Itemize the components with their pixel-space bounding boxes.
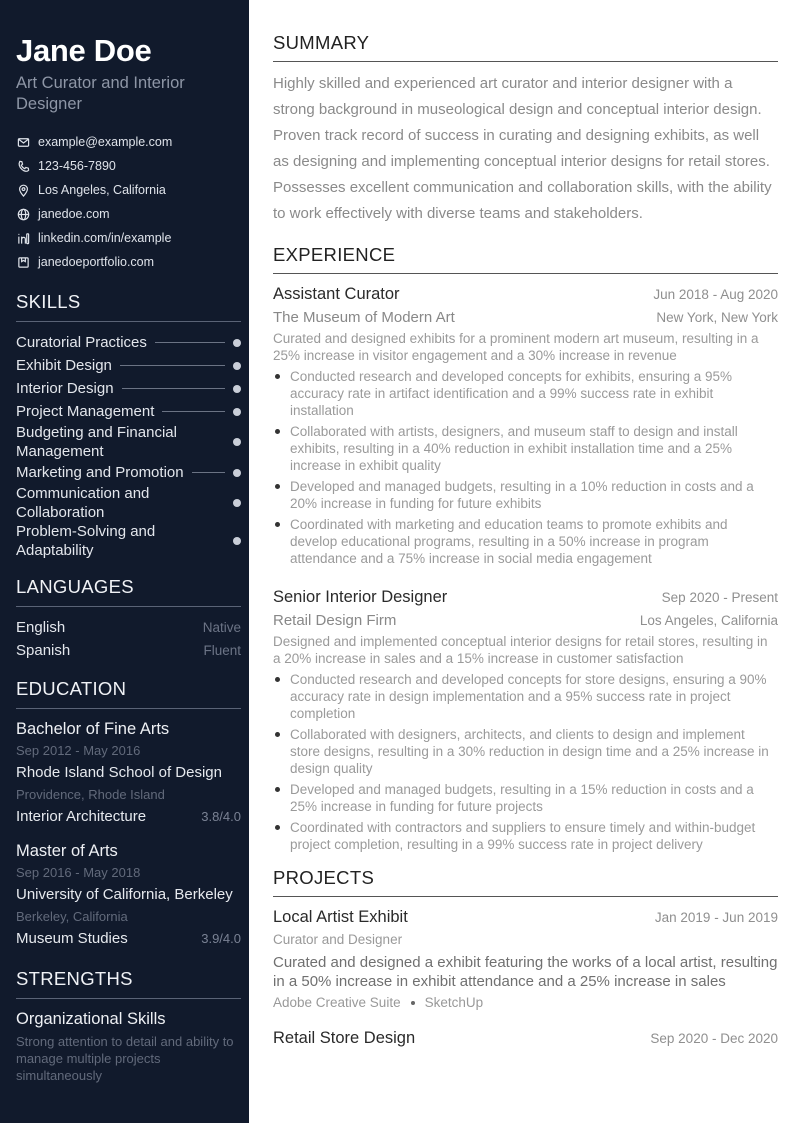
education-item	[16, 840, 241, 950]
education-field: Museum Studies	[16, 930, 128, 947]
skill-level-dot	[233, 537, 241, 545]
contact-linkedin[interactable]	[16, 226, 241, 250]
skill-level-dot	[233, 499, 241, 507]
education-school: University of California, Berkeley	[16, 886, 233, 903]
skill-divider	[155, 342, 225, 343]
job-company: The Museum of Modern Art	[273, 309, 455, 326]
job-bullet: Coordinated with contractors and suppliers to ensure timely and within-budget project completion, resulting in a 99% success rate in project delivery	[273, 819, 778, 853]
education-gpa: 3.9/4.0	[201, 931, 241, 946]
sidebar	[0, 0, 249, 1123]
education-list	[16, 718, 241, 950]
skill-item	[16, 331, 241, 354]
skill-divider	[162, 411, 225, 412]
skill-item	[16, 354, 241, 377]
education-field-row	[16, 806, 241, 828]
experience-item	[273, 585, 778, 853]
contact-location	[16, 178, 241, 202]
projects-heading: PROJECTS	[273, 867, 778, 897]
education-field-row	[16, 928, 241, 950]
education-degree: Bachelor of Fine Arts	[16, 720, 170, 738]
project-tool: SketchUp	[424, 995, 484, 1010]
skill-divider	[122, 388, 225, 389]
main-content	[273, 32, 778, 1050]
skill-label: Communication and Collaboration	[16, 485, 150, 521]
job-bullets	[273, 671, 778, 853]
contact-website[interactable]	[16, 202, 241, 226]
project-role: Curator and Designer	[273, 932, 403, 947]
skill-level-dot	[233, 339, 241, 347]
strength-description: Strong attention to detail and ability to manage multiple projects simultaneously	[16, 1034, 234, 1083]
job-bullet: Developed and managed budgets, resulting in a 10% reduction in costs and a 20% increase in funding for future exhibits	[273, 478, 778, 512]
candidate-title: Art Curator and Interior Designer	[16, 74, 185, 113]
skill-label: Problem-Solving and Adaptability	[16, 523, 156, 559]
project-tool: Adobe Creative Suite	[273, 995, 401, 1010]
skill-level-dot	[233, 469, 241, 477]
skill-label: Marketing and Promotion	[16, 464, 184, 481]
job-bullet: Coordinated with marketing and education teams to promote exhibits and develop educational programs, resulting in a 50% increase in program attendance and a 75% increase in social media engagement	[273, 516, 778, 567]
education-item	[16, 718, 241, 828]
skill-item	[16, 400, 241, 423]
education-date: Sep 2012 - May 2016	[16, 743, 141, 758]
job-bullet: Conducted research and developed concepts for exhibits, ensuring a 95% accuracy rate in artifact identification and a 99% success rate in exhibit installation	[273, 368, 778, 419]
skill-item	[16, 522, 241, 560]
skill-level-dot	[233, 362, 241, 370]
skills-heading: SKILLS	[16, 291, 241, 322]
portfolio-icon	[16, 255, 30, 269]
education-degree: Master of Arts	[16, 842, 118, 860]
project-item	[273, 1026, 778, 1050]
experience-item	[273, 282, 778, 567]
strengths-heading: STRENGTHS	[16, 968, 241, 999]
job-date: Sep 2020 - Present	[661, 590, 778, 605]
summary-heading: SUMMARY	[273, 32, 778, 62]
job-title: Senior Interior Designer	[273, 588, 448, 606]
job-bullet: Collaborated with artists, designers, and museum staff to design and install exhibits, resulting in a 40% reduction in exhibit installation time and a 25% increase in exhibit quality	[273, 423, 778, 474]
contact-email-text: example@example.com	[38, 135, 173, 149]
education-location: Berkeley, California	[16, 909, 128, 924]
job-company: Retail Design Firm	[273, 612, 397, 629]
job-title: Assistant Curator	[273, 285, 400, 303]
skill-level-dot	[233, 438, 241, 446]
language-level: Native	[202, 620, 241, 635]
job-description: Curated and designed exhibits for a prominent modern art museum, resulting in a 25% increase in visitor engagement and a 30% increase in revenue	[273, 331, 759, 363]
project-date: Jan 2019 - Jun 2019	[654, 910, 778, 925]
email-icon	[16, 135, 30, 149]
job-bullet: Collaborated with designers, architects, and clients to design and implement store designs, resulting in a 30% reduction in design time and a 25% increase in design quality	[273, 726, 778, 777]
skill-item	[16, 423, 241, 461]
globe-icon	[16, 207, 30, 221]
languages-heading: LANGUAGES	[16, 576, 241, 607]
contact-portfolio[interactable]	[16, 250, 241, 274]
language-item	[16, 639, 241, 662]
job-location: New York, New York	[656, 310, 778, 325]
education-heading: EDUCATION	[16, 678, 241, 709]
skill-item	[16, 461, 241, 484]
contact-website-text: janedoe.com	[38, 207, 110, 221]
contact-list	[16, 130, 241, 274]
education-gpa: 3.8/4.0	[201, 809, 241, 824]
project-item	[273, 905, 778, 1012]
project-title: Local Artist Exhibit	[273, 908, 408, 926]
contact-email[interactable]	[16, 130, 241, 154]
skill-label: Interior Design	[16, 380, 114, 397]
skill-level-dot	[233, 408, 241, 416]
project-description: Curated and designed a exhibit featuring the works of a local artist, resulting in a 50% increase in exhibit attendance and a 25% increase in sales	[273, 954, 778, 990]
skill-label: Project Management	[16, 403, 155, 420]
candidate-name: Jane Doe	[16, 33, 152, 68]
skill-label: Exhibit Design	[16, 357, 112, 374]
language-name: Spanish	[16, 642, 71, 659]
project-title: Retail Store Design	[273, 1029, 416, 1047]
language-item	[16, 616, 241, 639]
education-date: Sep 2016 - May 2018	[16, 865, 141, 880]
language-level: Fluent	[203, 643, 241, 658]
linkedin-icon	[16, 231, 30, 245]
contact-location-text: Los Angeles, California	[38, 183, 166, 197]
strength-title: Organizational Skills	[16, 1010, 166, 1028]
phone-icon	[16, 159, 30, 173]
summary-text: Highly skilled and experienced art curator and interior designer with a strong background in museological design and conceptual interior design. Proven track record of success in curating and designing exhibits, as well as designing and implementing conceptual interior designs for retail stores. Possesses excellent communication and collaboration skills, with the ability to work effectively with diverse teams and stakeholders.	[273, 75, 772, 222]
contact-portfolio-text: janedoeportfolio.com	[38, 255, 155, 269]
language-name: English	[16, 619, 66, 636]
education-location: Providence, Rhode Island	[16, 787, 165, 802]
contact-linkedin-text: linkedin.com/in/example	[38, 231, 172, 245]
skill-divider	[192, 472, 225, 473]
location-icon	[16, 183, 30, 197]
skills-list	[16, 331, 241, 560]
job-location: Los Angeles, California	[639, 613, 778, 628]
tool-separator	[411, 1001, 415, 1005]
job-date: Jun 2018 - Aug 2020	[653, 287, 778, 302]
job-bullet: Conducted research and developed concepts for store designs, ensuring a 90% accuracy rate in design implementation and a 95% success rate in project completion	[273, 671, 778, 722]
job-description: Designed and implemented conceptual interior designs for retail stores, resulting in a 20% increase in sales and a 15% increase in customer satisfaction	[273, 634, 768, 666]
skill-item	[16, 484, 241, 522]
contact-phone-text: 123-456-7890	[38, 159, 116, 173]
project-tools	[273, 994, 778, 1012]
skill-label: Curatorial Practices	[16, 334, 147, 351]
contact-phone[interactable]	[16, 154, 241, 178]
job-bullets	[273, 368, 778, 567]
skill-item	[16, 377, 241, 400]
languages-list	[16, 616, 241, 662]
job-bullet: Developed and managed budgets, resulting in a 15% reduction in costs and a 25% increase in funding for future projects	[273, 781, 778, 815]
skill-label: Budgeting and Financial Management	[16, 424, 177, 460]
experience-heading: EXPERIENCE	[273, 244, 778, 274]
education-field: Interior Architecture	[16, 808, 147, 825]
project-date: Sep 2020 - Dec 2020	[650, 1031, 778, 1046]
skill-level-dot	[233, 385, 241, 393]
education-school: Rhode Island School of Design	[16, 764, 222, 781]
skill-divider	[120, 365, 225, 366]
